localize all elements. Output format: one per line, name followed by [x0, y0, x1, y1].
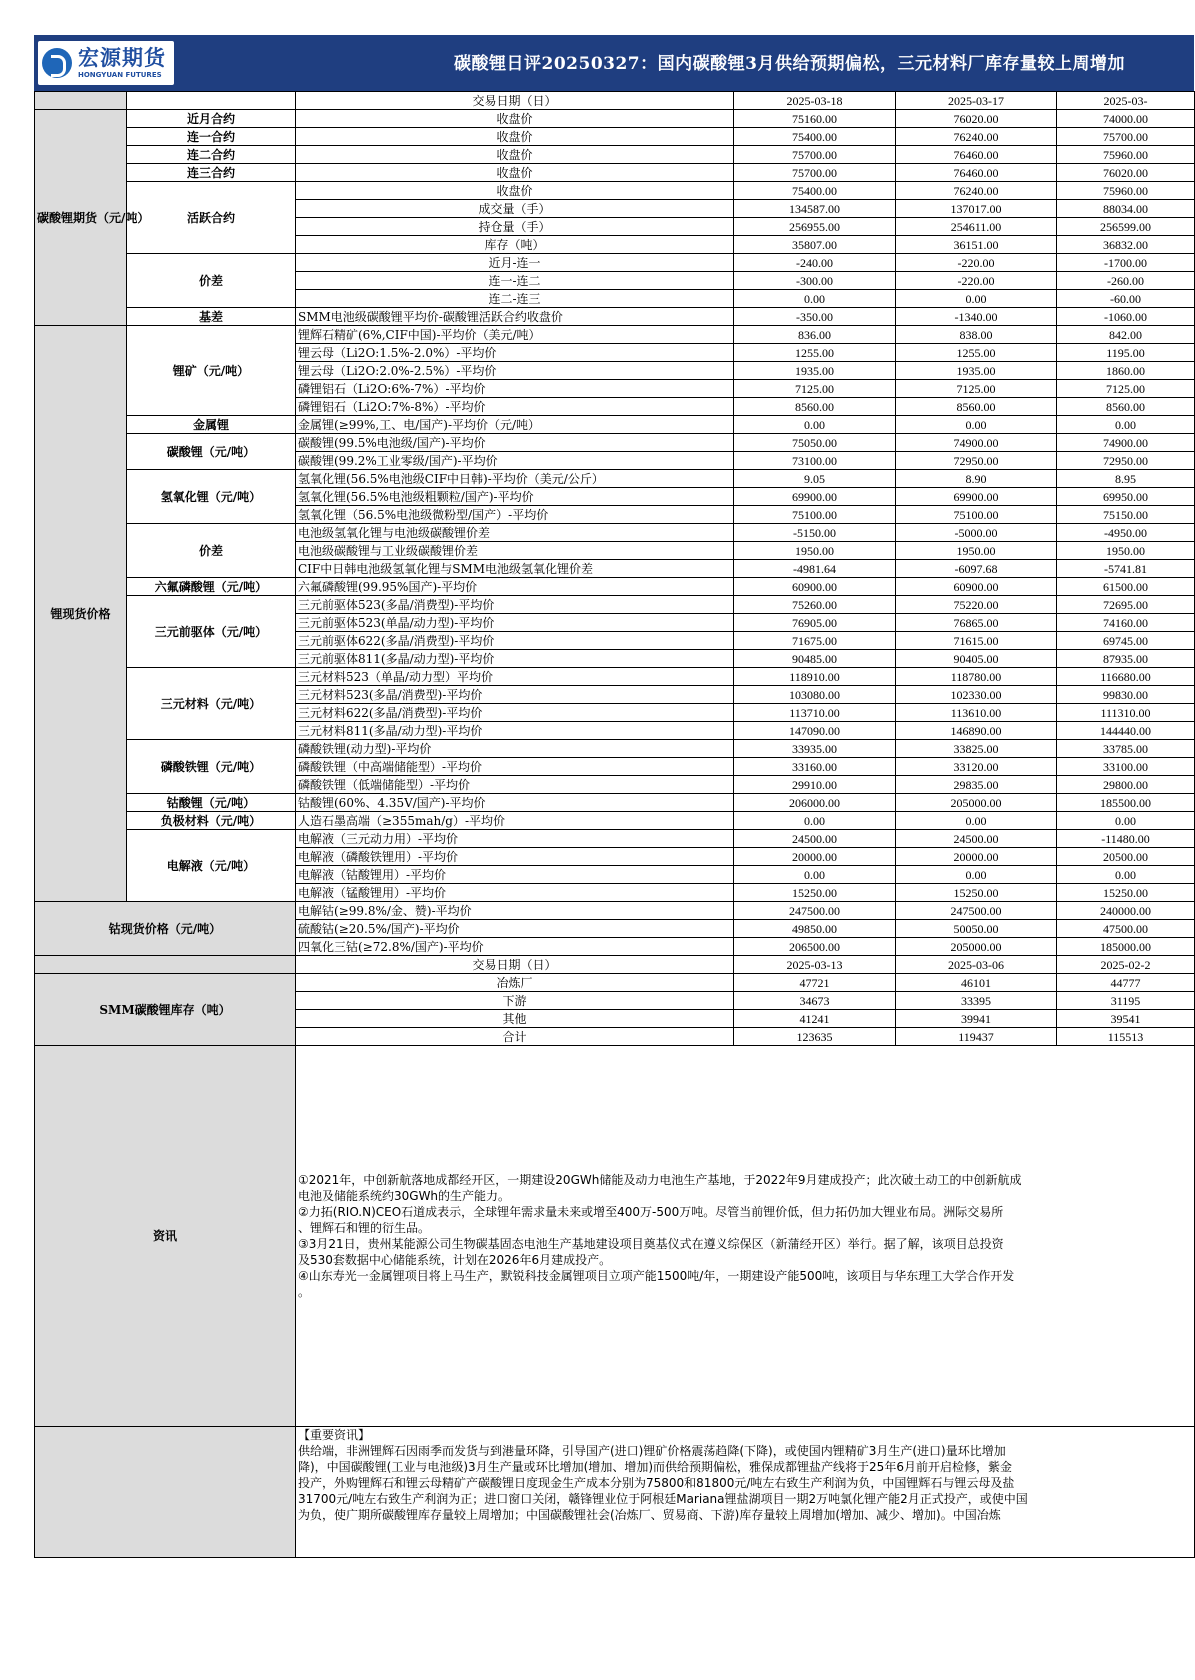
- group-label: 钴酸锂（元/吨）: [127, 794, 296, 812]
- inventory-date-label: 交易日期（日）: [296, 956, 734, 974]
- value-cell: 256955.00: [734, 218, 896, 236]
- value-cell: 15250.00: [1057, 884, 1195, 902]
- item-label: 电解液（锰酸锂用）-平均价: [296, 884, 734, 902]
- value-cell: 0.00: [734, 812, 896, 830]
- value-cell: 76020.00: [896, 110, 1057, 128]
- value-cell: 36151.00: [896, 236, 1057, 254]
- value-cell: 60900.00: [734, 578, 896, 596]
- value-cell: 20500.00: [1057, 848, 1195, 866]
- value-cell: 90405.00: [896, 650, 1057, 668]
- value-cell: 118910.00: [734, 668, 896, 686]
- value-cell: 7125.00: [734, 380, 896, 398]
- value-cell: 71675.00: [734, 632, 896, 650]
- value-cell: 72950.00: [896, 452, 1057, 470]
- cobalt-category: 钴现货价格（元/吨）: [35, 902, 296, 956]
- news-item: ①2021年，中创新航落地成都经开区，一期建设20GWh储能及动力电池生产基地，于2022年9月建成投产；此次破土动工的中创新航成: [298, 1173, 1022, 1187]
- group-label: 电解液（元/吨）: [127, 830, 296, 902]
- item-label: 持仓量（手）: [296, 218, 734, 236]
- value-cell: 34673: [734, 992, 896, 1010]
- value-cell: 75050.00: [734, 434, 896, 452]
- news-content: [296, 1046, 1195, 1427]
- value-cell: 33120.00: [896, 758, 1057, 776]
- item-label: 下游: [296, 992, 734, 1010]
- value-cell: 75960.00: [1057, 182, 1195, 200]
- value-cell: 60900.00: [896, 578, 1057, 596]
- news-item: 、锂辉石和锂的衍生品。: [298, 1221, 431, 1235]
- value-cell: 119437: [896, 1028, 1057, 1046]
- comment-line: 降)，中国碳酸锂(工业与电池级)3月生产量或环比增加(增加、增加)而供给预期偏松，雅保成都锂盐产线将于25年6月前开启检修，紫金: [298, 1460, 1012, 1474]
- price-table: [34, 91, 1195, 1558]
- table-header-row: [35, 92, 1195, 110]
- value-cell: 90485.00: [734, 650, 896, 668]
- item-label: 氢氧化锂(56.5%电池级粗颗粒/国产)-平均价: [296, 488, 734, 506]
- comment-line: 供给端，非洲锂辉石因雨季而发货与到港量环降，引导国产(进口)锂矿价格震荡趋降(下降)，或使国内锂精矿3月生产(进口)量环比增加: [298, 1444, 1006, 1458]
- logo-icon: [42, 48, 72, 78]
- value-cell: 247500.00: [734, 902, 896, 920]
- value-cell: 1255.00: [896, 344, 1057, 362]
- item-label: 三元前驱体811(多晶/动力型)-平均价: [296, 650, 734, 668]
- item-label: 碳酸锂(99.2%工业零级/国产)-平均价: [296, 452, 734, 470]
- value-cell: -4981.64: [734, 560, 896, 578]
- item-label: 锂云母（Li2O:2.0%-2.5%）-平均价: [296, 362, 734, 380]
- value-cell: 1950.00: [1057, 542, 1195, 560]
- value-cell: 41241: [734, 1010, 896, 1028]
- group-label: 六氟磷酸锂（元/吨）: [127, 578, 296, 596]
- group-label: 活跃合约: [127, 182, 296, 254]
- logo-name-cn: 宏源期货: [78, 46, 166, 70]
- value-cell: 1195.00: [1057, 344, 1195, 362]
- futures-category: 碳酸锂期货（元/吨）: [35, 110, 127, 326]
- group-label: 碳酸锂（元/吨）: [127, 434, 296, 470]
- value-cell: 76865.00: [896, 614, 1057, 632]
- value-cell: 33785.00: [1057, 740, 1195, 758]
- value-cell: 8560.00: [734, 398, 896, 416]
- item-label: 电池级氢氧化锂与电池级碳酸锂价差: [296, 524, 734, 542]
- value-cell: 8560.00: [896, 398, 1057, 416]
- value-cell: 247500.00: [896, 902, 1057, 920]
- item-label: 六氟磷酸锂(99.95%国产)-平均价: [296, 578, 734, 596]
- value-cell: 836.00: [734, 326, 896, 344]
- item-label: 成交量（手）: [296, 200, 734, 218]
- value-cell: 49850.00: [734, 920, 896, 938]
- table-row: [35, 434, 1195, 452]
- value-cell: 147090.00: [734, 722, 896, 740]
- value-cell: 8.95: [1057, 470, 1195, 488]
- item-label: 三元前驱体523(多晶/消费型)-平均价: [296, 596, 734, 614]
- item-label: 三元材料523（单晶/动力型）平均价: [296, 668, 734, 686]
- item-label: 三元材料811(多晶/动力型)-平均价: [296, 722, 734, 740]
- value-cell: 256599.00: [1057, 218, 1195, 236]
- value-cell: 842.00: [1057, 326, 1195, 344]
- value-cell: 254611.00: [896, 218, 1057, 236]
- item-label: 磷酸铁锂（中高端储能型）-平均价: [296, 758, 734, 776]
- value-cell: 838.00: [896, 326, 1057, 344]
- item-label: 收盘价: [296, 164, 734, 182]
- table-row: [35, 830, 1195, 848]
- comment-content: [296, 1427, 1195, 1558]
- item-label: 连一-连二: [296, 272, 734, 290]
- value-cell: 74000.00: [1057, 110, 1195, 128]
- value-cell: 0.00: [734, 416, 896, 434]
- table-row: [35, 974, 1195, 992]
- logo-name-en: HONGYUAN FUTURES: [78, 71, 162, 79]
- news-item: 。: [298, 1285, 311, 1299]
- item-label: 收盘价: [296, 146, 734, 164]
- item-label: 钴酸锂(60%、4.35V/国产)-平均价: [296, 794, 734, 812]
- value-cell: 75700.00: [734, 146, 896, 164]
- value-cell: -260.00: [1057, 272, 1195, 290]
- value-cell: 0.00: [896, 290, 1057, 308]
- table-row: [35, 812, 1195, 830]
- inventory-header-row: [35, 956, 1195, 974]
- value-cell: 9.05: [734, 470, 896, 488]
- news-item: 及530套数据中心储能系统，计划在2026年6月建成投产。: [298, 1253, 612, 1267]
- inventory-category: SMM碳酸锂库存（吨）: [35, 974, 296, 1046]
- value-cell: 0.00: [734, 866, 896, 884]
- table-row: [35, 524, 1195, 542]
- value-cell: 73100.00: [734, 452, 896, 470]
- value-cell: 72695.00: [1057, 596, 1195, 614]
- value-cell: 47500.00: [1057, 920, 1195, 938]
- value-cell: 75400.00: [734, 182, 896, 200]
- table-row: [35, 416, 1195, 434]
- item-label: 近月-连一: [296, 254, 734, 272]
- item-label: 电解液（钴酸锂用）-平均价: [296, 866, 734, 884]
- value-cell: 61500.00: [1057, 578, 1195, 596]
- value-cell: 115513: [1057, 1028, 1195, 1046]
- item-label: 电解液（三元动力用）-平均价: [296, 830, 734, 848]
- value-cell: 7125.00: [1057, 380, 1195, 398]
- value-cell: 205000.00: [896, 938, 1057, 956]
- value-cell: 71615.00: [896, 632, 1057, 650]
- value-cell: 113710.00: [734, 704, 896, 722]
- table-row: [35, 596, 1195, 614]
- table-row: [35, 110, 1195, 128]
- value-cell: 39941: [896, 1010, 1057, 1028]
- item-label: 锂云母（Li2O:1.5%-2.0%）-平均价: [296, 344, 734, 362]
- value-cell: 74900.00: [1057, 434, 1195, 452]
- value-cell: 144440.00: [1057, 722, 1195, 740]
- value-cell: 102330.00: [896, 686, 1057, 704]
- value-cell: 36832.00: [1057, 236, 1195, 254]
- value-cell: 76020.00: [1057, 164, 1195, 182]
- table-row: [35, 146, 1195, 164]
- value-cell: -1700.00: [1057, 254, 1195, 272]
- value-cell: 33825.00: [896, 740, 1057, 758]
- value-cell: 146890.00: [896, 722, 1057, 740]
- value-cell: 118780.00: [896, 668, 1057, 686]
- value-cell: 76905.00: [734, 614, 896, 632]
- value-cell: 0.00: [734, 290, 896, 308]
- item-label: 金属锂(≥99%,工、电/国产)-平均价（元/吨）: [296, 416, 734, 434]
- group-label: 金属锂: [127, 416, 296, 434]
- value-cell: -5000.00: [896, 524, 1057, 542]
- value-cell: 33395: [896, 992, 1057, 1010]
- value-cell: 44777: [1057, 974, 1195, 992]
- comment-line: 31700元/吨左右致生产利润为正；进口窗口关闭，赣锋锂业位于阿根廷Mariana锂盐湖项目一期2万吨氯化锂产能2月正式投产，或使中国: [298, 1492, 1028, 1506]
- value-cell: 76460.00: [896, 146, 1057, 164]
- news-item: ③3月21日，贵州某能源公司生物碳基固态电池生产基地建设项目奠基仪式在遵义综保区（新蒲经开区）举行。据了解，该项目总投资: [298, 1237, 1004, 1251]
- item-label: 人造石墨高端（≥355mah/g）-平均价: [296, 812, 734, 830]
- item-label: 合计: [296, 1028, 734, 1046]
- value-cell: -5150.00: [734, 524, 896, 542]
- value-cell: 123635: [734, 1028, 896, 1046]
- value-cell: -5741.81: [1057, 560, 1195, 578]
- value-cell: 75160.00: [734, 110, 896, 128]
- value-cell: 116680.00: [1057, 668, 1195, 686]
- item-label: 锂辉石精矿(6%,CIF中国)-平均价（美元/吨）: [296, 326, 734, 344]
- group-label: 连一合约: [127, 128, 296, 146]
- value-cell: 39541: [1057, 1010, 1195, 1028]
- table-row: [35, 578, 1195, 596]
- value-cell: 20000.00: [896, 848, 1057, 866]
- value-cell: 113610.00: [896, 704, 1057, 722]
- value-cell: 35807.00: [734, 236, 896, 254]
- value-cell: 29835.00: [896, 776, 1057, 794]
- value-cell: 74160.00: [1057, 614, 1195, 632]
- value-cell: 205000.00: [896, 794, 1057, 812]
- value-cell: 0.00: [896, 866, 1057, 884]
- value-cell: -6097.68: [896, 560, 1057, 578]
- value-cell: 1950.00: [896, 542, 1057, 560]
- value-cell: 75100.00: [896, 506, 1057, 524]
- value-cell: 0.00: [896, 416, 1057, 434]
- report-title: 碳酸锂日评20250327：国内碳酸锂3月供给预期偏松，三元材料厂库存量较上周增加: [454, 54, 1125, 74]
- value-cell: 29800.00: [1057, 776, 1195, 794]
- value-cell: -1340.00: [896, 308, 1057, 326]
- group-label: 负极材料（元/吨）: [127, 812, 296, 830]
- header-blank-cell: [127, 92, 296, 110]
- news-item: ②力拓(RIO.N)CEO石道成表示，全球锂年需求量未来或增至400万-500万吨。尽管当前锂价低，但力拓仍加大锂业布局。洲际交易所: [298, 1205, 1004, 1219]
- table-row: [35, 164, 1195, 182]
- table-row: [35, 794, 1195, 812]
- item-label: 三元材料622(多晶/消费型)-平均价: [296, 704, 734, 722]
- item-label: 氢氧化锂(56.5%电池级CIF中日韩)-平均价（美元/公斤）: [296, 470, 734, 488]
- group-label: 基差: [127, 308, 296, 326]
- value-cell: 75220.00: [896, 596, 1057, 614]
- item-label: 连二-连三: [296, 290, 734, 308]
- value-cell: 33935.00: [734, 740, 896, 758]
- value-cell: 29910.00: [734, 776, 896, 794]
- spot-category: 锂现货价格: [35, 326, 127, 902]
- group-label: 磷酸铁锂（元/吨）: [127, 740, 296, 794]
- item-label: 碳酸锂(99.5%电池级/国产)-平均价: [296, 434, 734, 452]
- header-blank-cell: [35, 92, 127, 110]
- value-cell: 99830.00: [1057, 686, 1195, 704]
- value-cell: 46101: [896, 974, 1057, 992]
- value-cell: -1060.00: [1057, 308, 1195, 326]
- value-cell: 76460.00: [896, 164, 1057, 182]
- trade-date: 2025-03-17: [896, 92, 1057, 110]
- value-cell: 76240.00: [896, 128, 1057, 146]
- value-cell: -4950.00: [1057, 524, 1195, 542]
- value-cell: 72950.00: [1057, 452, 1195, 470]
- value-cell: 0.00: [1057, 866, 1195, 884]
- value-cell: 31195: [1057, 992, 1195, 1010]
- table-row: [35, 668, 1195, 686]
- value-cell: 69745.00: [1057, 632, 1195, 650]
- value-cell: 7125.00: [896, 380, 1057, 398]
- group-label: 近月合约: [127, 110, 296, 128]
- report-header: [34, 35, 1194, 91]
- value-cell: 75960.00: [1057, 146, 1195, 164]
- news-item: 电池及储能系统约30GWh的生产能力。: [298, 1189, 511, 1203]
- value-cell: 88034.00: [1057, 200, 1195, 218]
- header-blank-cell: [35, 956, 296, 974]
- group-label: 锂矿（元/吨）: [127, 326, 296, 416]
- value-cell: -240.00: [734, 254, 896, 272]
- value-cell: 1255.00: [734, 344, 896, 362]
- value-cell: 24500.00: [896, 830, 1057, 848]
- value-cell: -220.00: [896, 254, 1057, 272]
- value-cell: 33160.00: [734, 758, 896, 776]
- news-item: ④山东寿光一金属锂项目将上马生产，默锐科技金属锂项目立项产能1500吨/年，一期建设产能500吨，该项目与华东理工大学合作开发: [298, 1269, 1015, 1283]
- item-label: 磷锂铝石（Li2O:7%-8%）-平均价: [296, 398, 734, 416]
- value-cell: 1935.00: [734, 362, 896, 380]
- inventory-date: 2025-03-06: [896, 956, 1057, 974]
- comment-heading: 【重要资讯】: [298, 1428, 371, 1442]
- value-cell: -220.00: [896, 272, 1057, 290]
- table-row: [35, 254, 1195, 272]
- value-cell: -300.00: [734, 272, 896, 290]
- value-cell: 74900.00: [896, 434, 1057, 452]
- table-row: [35, 740, 1195, 758]
- value-cell: 24500.00: [734, 830, 896, 848]
- table-row: [35, 128, 1195, 146]
- item-label: 收盘价: [296, 182, 734, 200]
- inventory-date: 2025-02-2: [1057, 956, 1195, 974]
- item-label: SMM电池级碳酸锂平均价-碳酸锂活跃合约收盘价: [296, 308, 734, 326]
- value-cell: 134587.00: [734, 200, 896, 218]
- value-cell: 75260.00: [734, 596, 896, 614]
- value-cell: 69900.00: [734, 488, 896, 506]
- comment-line: 投产，外购锂辉石和锂云母精矿产碳酸锂日度现金生产成本分别为75800和81800元/吨左右致生产利润为负，中国锂辉石与锂云母及盐: [298, 1476, 1015, 1490]
- group-label: 连三合约: [127, 164, 296, 182]
- value-cell: -350.00: [734, 308, 896, 326]
- item-label: 库存（吨）: [296, 236, 734, 254]
- group-label: 三元材料（元/吨）: [127, 668, 296, 740]
- value-cell: 0.00: [1057, 416, 1195, 434]
- value-cell: 185000.00: [1057, 938, 1195, 956]
- trade-date: 2025-03-: [1057, 92, 1195, 110]
- inventory-date: 2025-03-13: [734, 956, 896, 974]
- value-cell: 206000.00: [734, 794, 896, 812]
- item-label: 磷锂铝石（Li2O:6%-7%）-平均价: [296, 380, 734, 398]
- group-label: 连二合约: [127, 146, 296, 164]
- item-label: 磷酸铁锂(动力型)-平均价: [296, 740, 734, 758]
- value-cell: 50050.00: [896, 920, 1057, 938]
- value-cell: 75400.00: [734, 128, 896, 146]
- table-row: [35, 308, 1195, 326]
- item-label: 氢氧化锂（56.5%电池级微粉型/国产）-平均价: [296, 506, 734, 524]
- value-cell: 1950.00: [734, 542, 896, 560]
- comment-line: 为负，使广期所碳酸锂库存量较上周增加；中国碳酸锂社会(冶炼厂、贸易商、下游)库存量较上周增加(增加、减少、增加)。中国冶炼: [298, 1508, 1001, 1522]
- value-cell: 75700.00: [734, 164, 896, 182]
- item-label: 三元材料523(多晶/消费型)-平均价: [296, 686, 734, 704]
- comment-label: [35, 1427, 296, 1558]
- value-cell: 15250.00: [734, 884, 896, 902]
- value-cell: 69950.00: [1057, 488, 1195, 506]
- news-row: [35, 1046, 1195, 1427]
- table-row: [35, 182, 1195, 200]
- trade-date: 2025-03-18: [734, 92, 896, 110]
- item-label: 四氧化三钴(≥72.8%/国产)-平均价: [296, 938, 734, 956]
- value-cell: 75700.00: [1057, 128, 1195, 146]
- table-row: [35, 326, 1195, 344]
- item-label: 电解钴(≥99.8%/金、赞)-平均价: [296, 902, 734, 920]
- value-cell: 76240.00: [896, 182, 1057, 200]
- value-cell: 87935.00: [1057, 650, 1195, 668]
- table-row: [35, 470, 1195, 488]
- value-cell: 47721: [734, 974, 896, 992]
- group-label: 价差: [127, 524, 296, 578]
- comment-row: [35, 1427, 1195, 1558]
- item-label: 三元前驱体622(多晶/消费型)-平均价: [296, 632, 734, 650]
- item-label: 其他: [296, 1010, 734, 1028]
- value-cell: -11480.00: [1057, 830, 1195, 848]
- value-cell: 240000.00: [1057, 902, 1195, 920]
- value-cell: 206500.00: [734, 938, 896, 956]
- value-cell: 75150.00: [1057, 506, 1195, 524]
- company-logo: [38, 41, 174, 85]
- item-label: 三元前驱体523(单晶/动力型)-平均价: [296, 614, 734, 632]
- group-label: 价差: [127, 254, 296, 308]
- value-cell: 1860.00: [1057, 362, 1195, 380]
- group-label: 氢氧化锂（元/吨）: [127, 470, 296, 524]
- value-cell: 111310.00: [1057, 704, 1195, 722]
- value-cell: 103080.00: [734, 686, 896, 704]
- item-label: 收盘价: [296, 128, 734, 146]
- item-label: 硫酸钴(≥20.5%/国产)-平均价: [296, 920, 734, 938]
- value-cell: 8560.00: [1057, 398, 1195, 416]
- group-label: 三元前驱体（元/吨）: [127, 596, 296, 668]
- item-label: 电池级碳酸锂与工业级碳酸锂价差: [296, 542, 734, 560]
- value-cell: -60.00: [1057, 290, 1195, 308]
- value-cell: 20000.00: [734, 848, 896, 866]
- value-cell: 75100.00: [734, 506, 896, 524]
- value-cell: 137017.00: [896, 200, 1057, 218]
- value-cell: 69900.00: [896, 488, 1057, 506]
- value-cell: 0.00: [896, 812, 1057, 830]
- table-row: [35, 902, 1195, 920]
- value-cell: 33100.00: [1057, 758, 1195, 776]
- trade-date-label: 交易日期（日）: [296, 92, 734, 110]
- item-label: 收盘价: [296, 110, 734, 128]
- item-label: CIF中日韩电池级氢氧化锂与SMM电池级氢氧化锂价差: [296, 560, 734, 578]
- item-label: 冶炼厂: [296, 974, 734, 992]
- news-label: 资讯: [35, 1046, 296, 1427]
- value-cell: 1935.00: [896, 362, 1057, 380]
- item-label: 电解液（磷酸铁锂用）-平均价: [296, 848, 734, 866]
- value-cell: 15250.00: [896, 884, 1057, 902]
- value-cell: 8.90: [896, 470, 1057, 488]
- item-label: 磷酸铁锂（低端储能型）-平均价: [296, 776, 734, 794]
- value-cell: 185500.00: [1057, 794, 1195, 812]
- value-cell: 0.00: [1057, 812, 1195, 830]
